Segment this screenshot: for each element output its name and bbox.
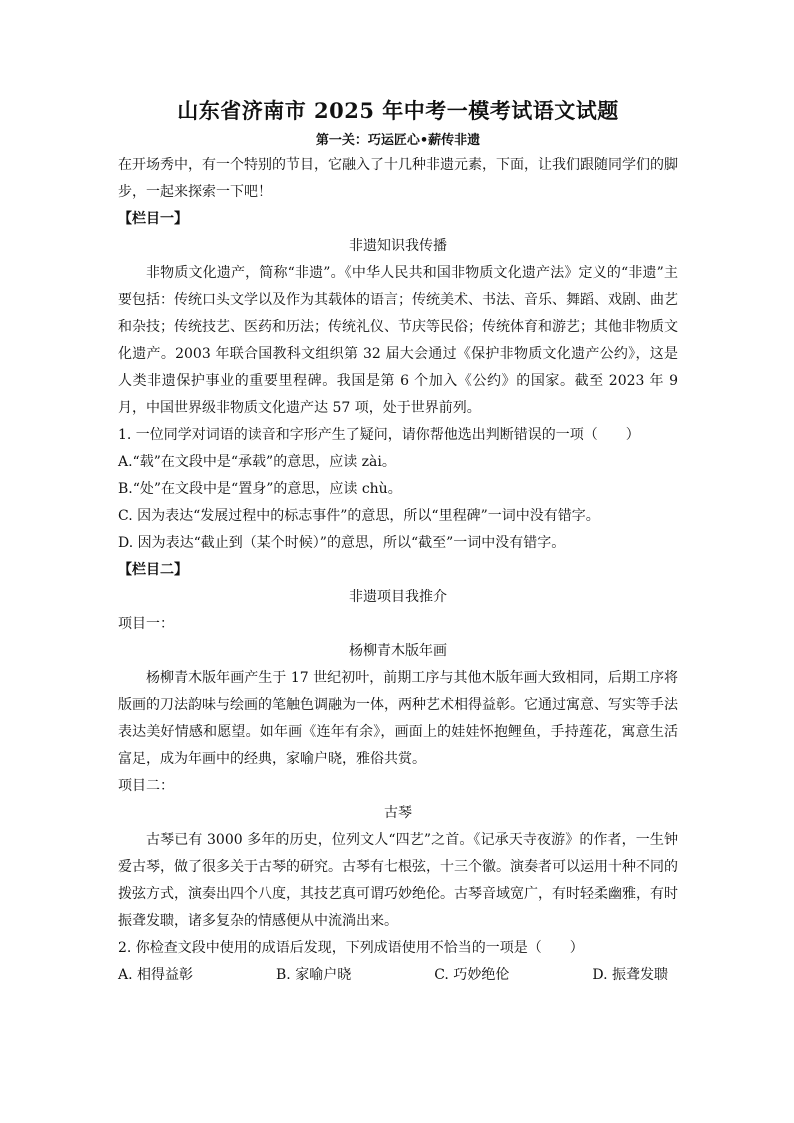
document-page — [118, 96, 678, 989]
item1-label: 项目一： — [118, 616, 174, 632]
column2-label: 【栏目二】 — [118, 562, 188, 578]
item2-paragraph: 古琴已有 3000 多年的历史，位列文人“四艺”之首。《记承天寺夜游》的作者，一生钟爱古琴，做了很多关于古琴的研究。古琴有七根弦，十三个徽。演奏者可以运用十种不同的拨弦方式，演奏出四个八度，其技艺真可谓巧妙绝伦。古琴音域宽广，有时轻柔幽雅，有时振聋发聩，诸多复杂的情感便从中流淌出来。 — [118, 832, 678, 929]
question-1-option-d[interactable]: D. 因为表达“截止到（某个时候）”的意思，所以“截至”一词中没有错字。 — [118, 535, 566, 551]
document-title: 山东省济南市 2025 年中考一模考试语文试题 — [177, 98, 619, 123]
item1-heading: 杨柳青木版年画 — [349, 643, 447, 659]
question-2-option-b[interactable]: B. 家喻户晓 — [276, 967, 352, 983]
question-1-option-a[interactable]: A.“载”在文段中是“承载”的意思，应读 zài。 — [118, 454, 396, 470]
column1-paragraph: 非物质文化遗产，简称“非遗”。《中华人民共和国非物质文化遗产法》定义的“非遗”主要包括：传统口头文学以及作为其载体的语言；传统美术、书法、音乐、舞蹈、戏剧、曲艺和杂技；传统技艺、医药和历法；传统礼仪、节庆等民俗；传统体育和游艺；其他非物质文化遗产。2003 年联合国教科文组织第 32 届大会通过《保护非物质文化遗产公约》，这是人类非遗保护事业的重要里程碑。我国是第 6 个加入《公约》的国家。截至 2023 年 9 月，中国世界级非物质文化遗产达 57 项，处于世界前列。 — [118, 265, 678, 416]
question-2-option-c[interactable]: C. 巧妙绝伦 — [434, 967, 510, 983]
question-2-option-a[interactable]: A. 相得益彰 — [118, 967, 194, 983]
column2-heading: 非遗项目我推介 — [349, 589, 447, 605]
question-1: 1. 一位同学对词语的读音和字形产生了疑问，请你帮他选出判断错误的一项（ ） — [118, 427, 640, 443]
column1-heading: 非遗知识我传播 — [349, 238, 447, 254]
question-2-options — [118, 962, 668, 989]
question-1-option-c[interactable]: C. 因为表达“发展过程中的标志事件”的意思，所以“里程碑”一词中没有错字。 — [118, 508, 600, 524]
item1-paragraph: 杨柳青木版年画产生于 17 世纪初叶，前期工序与其他木版年画大致相同，后期工序将版画的刀法韵味与绘画的笔触色调融为一体，两种艺术相得益彰。它通过寓意、写实等手法表达美好情感和愿望。如年画《连年有余》，画面上的娃娃怀抱鲤鱼，手持莲花，寓意生活富足，成为年画中的经典，家喻户晓，雅俗共赏。 — [118, 670, 678, 767]
column1-label: 【栏目一】 — [118, 211, 188, 227]
intro-paragraph: 在开场秀中，有一个特别的节目，它融入了十几种非遗元素，下面，让我们跟随同学们的脚步，一起来探索一下吧！ — [118, 157, 678, 200]
item2-heading: 古琴 — [384, 805, 412, 821]
item2-label: 项目二： — [118, 778, 174, 794]
question-2-option-d[interactable]: D. 振聋发聩 — [592, 967, 668, 983]
question-1-option-b[interactable]: B.“处”在文段中是“置身”的意思，应读 chù。 — [118, 481, 402, 497]
section-subtitle: 第一关：巧运匠心•薪传非遗 — [315, 133, 481, 148]
question-2: 2. 你检查文段中使用的成语后发现，下列成语使用不恰当的一项是（ ） — [118, 940, 584, 956]
